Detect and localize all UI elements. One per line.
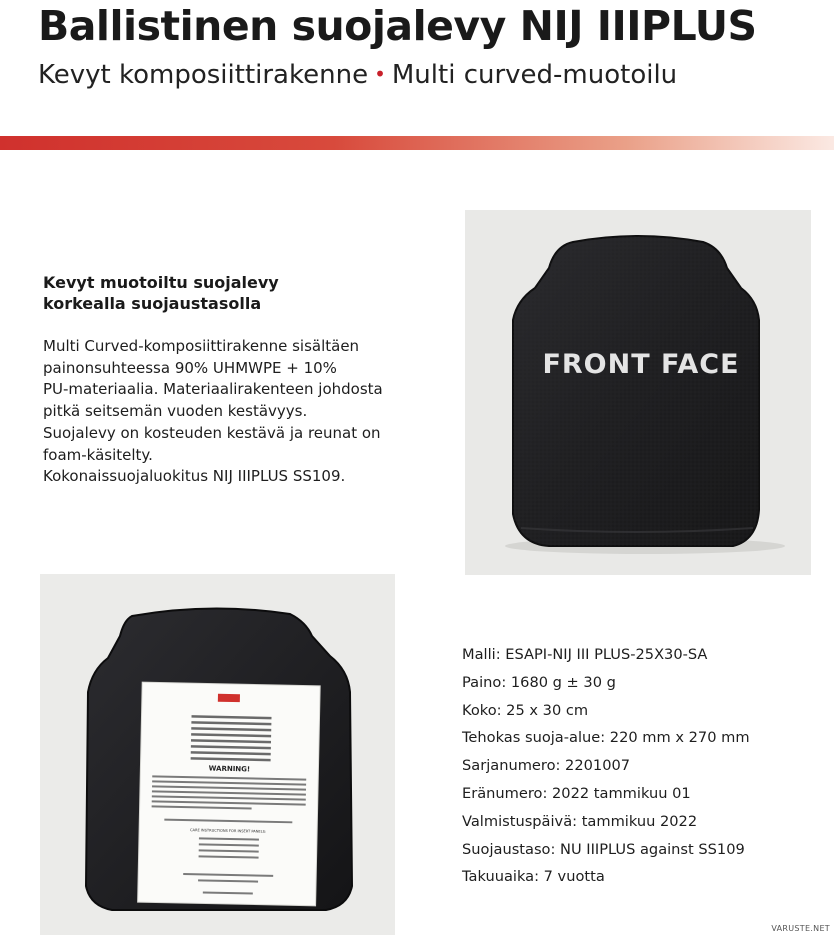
- subtitle-part-2: Multi curved-muotoilu: [391, 60, 678, 90]
- spec-model: Malli: ESAPI-NIJ III PLUS-25X30-SA: [462, 646, 708, 663]
- intro-body-line: painonsuhteessa 90% UHMWPE + 10%: [43, 358, 337, 377]
- spec-warranty: Takuuaika: 7 vuotta: [462, 868, 605, 886]
- intro-body-line: pitkä seitsemän vuoden kestävyys.: [43, 402, 308, 421]
- label-warning: WARNING!: [208, 764, 251, 774]
- spec-serial-number: Sarjanumero: 2201007: [462, 757, 631, 775]
- specifications-list: [462, 641, 822, 891]
- page-subtitle: [38, 60, 677, 90]
- spec-manufacture-date: Valmistuspäivä: tammikuu 2022: [462, 812, 698, 830]
- label-care: CARE INSTRUCTIONS FOR INSERT PANELS:: [189, 828, 267, 834]
- spec-batch-number: Eränumero: 2022 tammikuu 01: [462, 784, 691, 802]
- intro-body-line: Kokonaissuojaluokitus NIJ IIIPLUS SS109.: [43, 467, 346, 486]
- intro-heading: [43, 272, 343, 314]
- spec-protection-level: Suojaustaso: NU IIIPLUS against SS109: [462, 840, 745, 858]
- front-plate-photo: [465, 210, 811, 575]
- intro-body-line: Suojalevy on kosteuden kestävä ja reunat on: [43, 423, 381, 442]
- page-title: Ballistinen suojalevy NIJ IIIPLUS: [38, 2, 757, 50]
- spec-size: Koko: 25 x 30 cm: [462, 701, 589, 719]
- front-face-label: FRONT FACE: [542, 349, 740, 380]
- intro-body-line: PU-materiaalia. Materiaalirakenteen johdosta: [43, 380, 383, 399]
- site-watermark: VARUSTE.NET: [771, 924, 830, 933]
- intro-heading-line-2: korkealla suojaustasolla: [43, 294, 262, 313]
- subtitle-part-1: Kevyt komposiittirakenne: [38, 60, 369, 90]
- spec-weight: Paino: 1680 g ± 30 g: [462, 673, 616, 691]
- intro-heading-line-1: Kevyt muotoiltu suojalevy: [43, 273, 279, 292]
- back-plate-illustration: [40, 574, 395, 935]
- intro-body-line: foam-käsitelty.: [43, 445, 153, 464]
- spec-protection-area: Tehokas suoja-alue: 220 mm x 270 mm: [462, 729, 750, 747]
- subtitle-bullet: •: [374, 62, 386, 86]
- intro-body: [43, 336, 413, 488]
- intro-body-line: Multi Curved-komposiittirakenne sisältäen: [43, 337, 360, 355]
- header-gradient-bar: [0, 136, 834, 150]
- front-plate-illustration: [465, 210, 811, 575]
- back-plate-photo: [40, 574, 395, 935]
